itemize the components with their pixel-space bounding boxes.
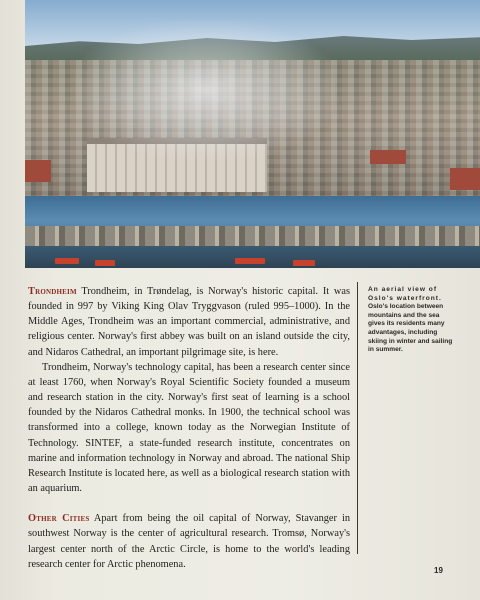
paragraph-text: Apart from being the oil capital of Norway, Stavanger in southwest Norway is the center of agricultural research. Tromsø, Norway's largest center north of the Arctic Circle, is home to the world's leading research center for Arctic phenomena. (28, 513, 351, 570)
photo-red-roof (370, 150, 406, 164)
body-text (28, 284, 350, 572)
aerial-photo (25, 0, 480, 268)
section-heading: Other Cities (28, 513, 90, 525)
page-number: 19 (434, 566, 443, 575)
photo-quay (25, 246, 480, 268)
section-trondheim-para-1 (28, 284, 350, 360)
paragraph-text: Trondheim, in Trøndelag, is Norway's historic capital. It was founded in 997 by Viking King Olav Tryggvason (ruled 995–1000). In the Middle Ages, Trondheim was an important commercial, administrative, and religious center. Norway's first abbey was built on an island outside the city, and Nidaros Cathedral, an important pilgrimage site, is here. (28, 286, 350, 358)
photo-glare (75, 20, 335, 160)
caption-lead: An aerial view of Oslo's waterfront. (368, 286, 442, 302)
photo-red-roof (25, 160, 51, 182)
column-divider (357, 282, 358, 554)
photo-caption (368, 286, 454, 355)
section-heading: Trondheim (28, 286, 77, 297)
section-other-cities-para-1 (28, 511, 350, 572)
photo-boat (293, 260, 315, 266)
photo-boat (55, 258, 79, 264)
section-trondheim-para-2 (28, 360, 350, 496)
photo-boat (95, 260, 115, 266)
photo-pier (25, 226, 480, 248)
paragraph-text: Trondheim, Norway's technology capital, has been a research center since at least 1760, when Norway's Royal Scientific Society founded a museum and research station in the city. Norway's first seat of learning is a school founded by the Nidaros Cathedral monks. In 1900, the technical school was transformed into a college, known today as the Norwegian Institute of Technology. SINTEF, a state-funded research institute, concentrates on marine and information technology in Norway and abroad. The national Ship Research Institute is located here, as well as a biological research station with an aquarium. (28, 361, 350, 495)
photo-boat (235, 258, 265, 264)
caption-body: Oslo's location between mountains and the sea gives its residents many advantages, including skiing in winter and sailing in summer. (368, 303, 453, 354)
photo-red-roof (450, 168, 480, 190)
